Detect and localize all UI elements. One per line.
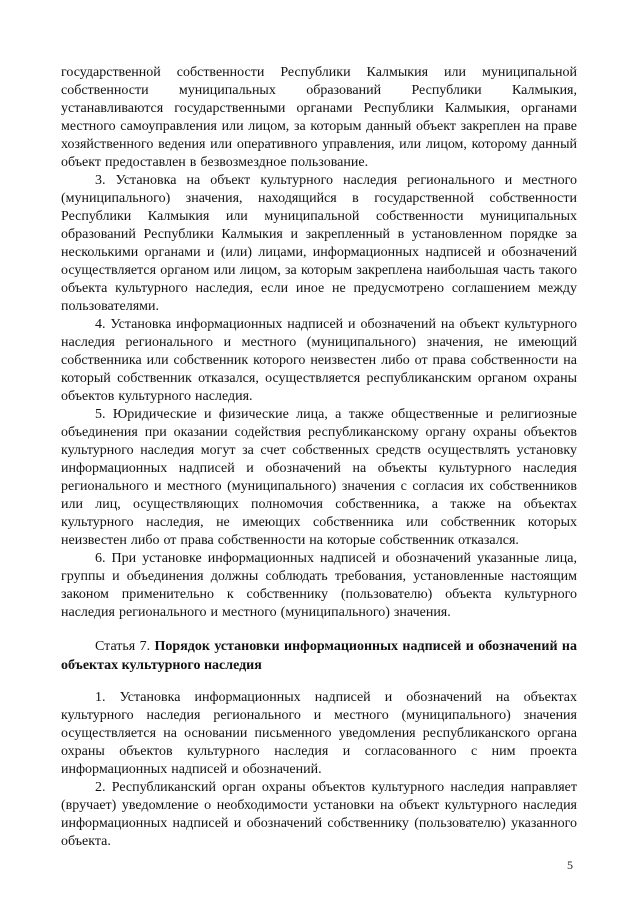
paragraph-item-6: 6. При установке информационных надписей и обозначений указанные лица, группы и объединения должны соблюдать требования, установленные настоящим законом применительно к собственнику (пользователю) объекта культурного наследия регионального и местного (муниципального) значения.: [61, 551, 577, 620]
paragraph-continuation: государственной собственности Республики Калмыкия или муниципальной собственности муниципальных образований Республики Калмыкия, устанавливаются государственными органами Республики Калмыкия, органами местного самоуправления или лицом, за которым данный объект закреплен на праве хозяйственного ведения или оперативного управления, или лицом, которому данный объект предоставлен в безвозмездное пользование.: [61, 65, 577, 170]
article-paragraph-1: 1. Установка информационных надписей и обозначений на объектах культурного наследия регионального и местного (муниципального) значения осуществляется на основании письменного уведомления республиканского органа охраны объектов культурного наследия и согласованного с ним проекта информационных надписей и обозначений.: [61, 690, 577, 777]
paragraph-item-5: 5. Юридические и физические лица, а также общественные и религиозные объединения при оказании содействия республиканскому органу охраны объектов культурного наследия могут за счет собственных средств осуществлять установку информационных надписей и обозначений на объекты культурного наследия регионального и местного (муниципального) значения с согласия их собственников или лиц, осуществляющих полномочия собственника, а также на объектах культурного наследия, не имеющих собственника или собственник которых неизвестен либо от права собственности на которые собственник отказался.: [61, 407, 577, 548]
article-paragraph-2: 2. Республиканский орган охраны объектов культурного наследия направляет (вручает) уведомление о необходимости установки на объект культурного наследия информационных надписей и обозначений собственнику (пользователю) указанного объекта.: [61, 780, 577, 849]
body-text-top: [61, 64, 577, 622]
article-title: Порядок установки информационных надписей и обозначений на объектах культурного наследия: [61, 639, 577, 673]
paragraph-item-3: 3. Установка на объект культурного наследия регионального и местного (муниципального) значения, находящийся в государственной собственности Республики Калмыкия или муниципальной собственности муниципальных образований Республики Калмыкия и закрепленный в установленном порядке за несколькими органами и (или) лицами, информационных надписей и обозначений осуществляется органом или лицом, за которым закреплена наибольшая часть такого объекта культурного наследия, если иное не предусмотрено соглашением между пользователями.: [61, 173, 577, 314]
page-number: 5: [567, 858, 573, 872]
body-text-bottom: [61, 689, 577, 851]
paragraph-item-4: 4. Установка информационных надписей и обозначений на объект культурного наследия регионального и местного (муниципального) значения, не имеющий собственника или собственник которого неизвестен либо от права собственности на который собственник отказался, осуществляется республиканским органом охраны объектов культурного наследия.: [61, 317, 577, 404]
article-number: Статья 7.: [95, 639, 151, 654]
article-heading: [61, 637, 577, 675]
